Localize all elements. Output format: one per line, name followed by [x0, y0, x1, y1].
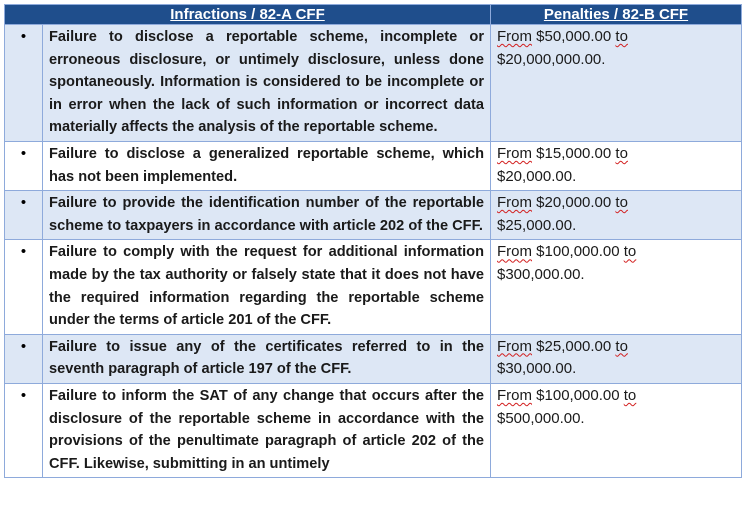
penalty-from: From	[497, 337, 532, 355]
penalty-upper: $500,000.00.	[497, 409, 585, 427]
table-row	[5, 25, 742, 142]
bullet-icon: •	[5, 383, 43, 477]
infraction-text: Failure to provide the identification number of the reportable scheme to taxpayers in accordance with article 202 of the CFF.	[43, 191, 491, 240]
penalty-range	[491, 25, 742, 142]
penalty-range	[491, 141, 742, 190]
penalty-range	[491, 191, 742, 240]
infraction-text: Failure to comply with the request for additional information made by the tax authority or falsely state that it does not have the required information regarding the reportable scheme under the terms of article 201 of the CFF.	[43, 240, 491, 334]
bullet-icon: •	[5, 334, 43, 383]
penalty-to: to	[615, 28, 628, 45]
penalty-upper: $30,000.00.	[497, 360, 577, 378]
penalty-from: From	[497, 243, 532, 261]
penalty-amount: $20,000.00	[536, 194, 612, 212]
table-row	[5, 141, 742, 190]
penalty-range	[491, 383, 742, 477]
infractions-header: Infractions / 82-A CFF	[5, 5, 491, 25]
bullet-icon: •	[5, 25, 43, 142]
bullet-icon: •	[5, 141, 43, 190]
table-row	[5, 334, 742, 383]
penalty-from: From	[497, 194, 532, 212]
penalty-upper: $25,000.00.	[497, 216, 577, 234]
infraction-text: Failure to disclose a reportable scheme, incomplete or erroneous disclosure, or untimely disclosure, unless done spontaneously. Information is considered to be incomplete or in error when the lack of such information or incorrect data materially affects the analysis of the reportable scheme.	[43, 25, 491, 142]
table-row	[5, 240, 742, 334]
table-row	[5, 191, 742, 240]
penalty-amount: $100,000.00	[536, 243, 620, 261]
penalty-to: to	[615, 144, 628, 162]
penalty-amount: $25,000.00	[536, 337, 612, 355]
penalties-header: Penalties / 82-B CFF	[491, 5, 742, 25]
penalty-from: From	[497, 144, 532, 162]
penalty-amount: $50,000.00	[536, 28, 612, 45]
penalty-upper: $20,000.00.	[497, 167, 577, 185]
penalties-table	[4, 4, 742, 478]
penalty-range	[491, 334, 742, 383]
table-header-row	[5, 5, 742, 25]
penalty-from: From	[497, 386, 532, 404]
infraction-text: Failure to inform the SAT of any change that occurs after the disclosure of the reportable scheme in accordance with the provisions of the penultimate paragraph of article 202 of the CFF. Likewise, submitting in an untimely	[43, 383, 491, 477]
infraction-text: Failure to disclose a generalized reportable scheme, which has not been implemented.	[43, 141, 491, 190]
table-row	[5, 383, 742, 477]
penalty-from: From	[497, 28, 532, 45]
penalty-amount: $15,000.00	[536, 144, 612, 162]
penalty-amount: $100,000.00	[536, 386, 620, 404]
bullet-icon: •	[5, 191, 43, 240]
penalty-to: to	[623, 243, 637, 261]
penalty-to: to	[615, 194, 628, 212]
penalty-range	[491, 240, 742, 334]
penalty-to: to	[615, 337, 628, 355]
penalty-upper: $300,000.00.	[497, 265, 585, 283]
infraction-text: Failure to issue any of the certificates referred to in the seventh paragraph of article 197 of the CFF.	[43, 334, 491, 383]
penalty-to: to	[623, 386, 637, 404]
bullet-icon: •	[5, 240, 43, 334]
penalty-upper: $20,000,000.00.	[497, 50, 606, 68]
